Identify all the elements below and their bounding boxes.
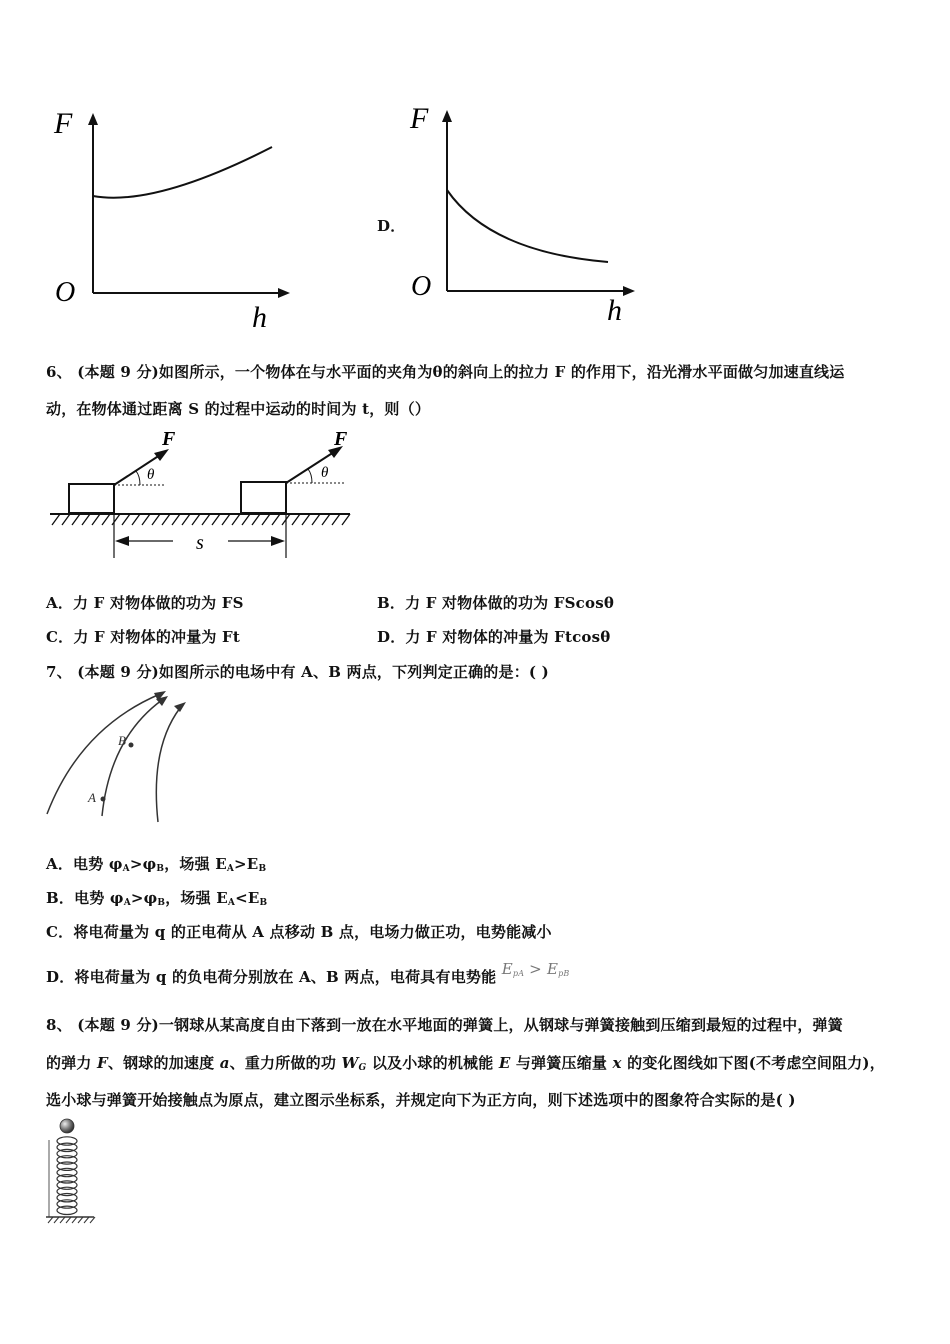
graph-d-curve <box>447 190 608 262</box>
hatch-mark <box>172 514 180 525</box>
q6-force-label-left: F <box>162 428 176 450</box>
q6-distance-arrowhead-right <box>271 536 285 546</box>
q7-option-d[interactable] <box>46 960 570 987</box>
hatch-mark <box>182 514 190 525</box>
graph-d-option-label: D． <box>377 217 406 235</box>
graph-c-y-label: F <box>54 107 73 140</box>
q7-option-b-mid3: <E <box>235 889 260 907</box>
graph-c-curve <box>93 147 272 198</box>
floor-hatch-mark <box>48 1217 53 1223</box>
q7-field-line-3 <box>156 708 180 822</box>
graph-c-x-label: h <box>252 301 267 334</box>
q7-formula-e1: E <box>501 960 513 978</box>
hatch-mark <box>152 514 160 525</box>
q7-field-figure <box>40 688 200 828</box>
q8-var-f: F <box>97 1054 108 1072</box>
floor-hatch-mark <box>78 1217 83 1223</box>
hatch-mark <box>82 514 90 525</box>
q7-point-a <box>101 797 106 802</box>
q7-formula-op: > <box>524 960 547 978</box>
q7-option-a-mid2: ，场强 E <box>164 855 227 873</box>
q8-var-x: x <box>612 1054 622 1072</box>
hatch-mark <box>62 514 70 525</box>
q6-ground-hatch <box>52 514 350 525</box>
q7-option-b-sub3: A <box>227 898 236 908</box>
hatch-mark <box>132 514 140 525</box>
q7-formula-e2: E <box>546 960 559 978</box>
q7-option-b[interactable] <box>46 887 267 908</box>
graph-d-origin-label: O <box>411 271 432 302</box>
floor-hatch-mark <box>84 1217 89 1223</box>
graph-d-figure <box>400 92 650 332</box>
hatch-mark <box>322 514 330 525</box>
graph-c-origin-label: O <box>55 277 76 308</box>
q6-block-left <box>69 484 114 513</box>
hatch-mark <box>222 514 230 525</box>
hatch-mark <box>252 514 260 525</box>
q7-option-b-mid2: ，场强 E <box>165 889 228 907</box>
q8-spring <box>57 1137 77 1215</box>
spring-coil <box>57 1206 77 1214</box>
q7-option-c[interactable]: C．将电荷量为 q 的正电荷从 A 点移动 B 点，电场力做正功，电势能减小 <box>46 923 552 941</box>
q7-point-b-label: B <box>118 733 126 748</box>
hatch-mark <box>122 514 130 525</box>
q6-stem-line1: 6、 (本题 9 分)如图所示，一个物体在与水平面的夹角为θ的斜向上的拉力 F 的作用下，沿光滑水平面做匀加速直线运 <box>46 363 845 381</box>
q6-angle-label-right: θ <box>321 465 329 481</box>
q7-option-b-sub4: B <box>259 898 268 908</box>
q7-option-b-prefix: B．电势 φ <box>46 889 124 907</box>
hatch-mark <box>72 514 80 525</box>
q7-option-b-mid1: >φ <box>130 889 158 907</box>
hatch-mark <box>102 514 110 525</box>
q6-force-label-right: F <box>334 428 348 450</box>
hatch-mark <box>232 514 240 525</box>
q7-option-a-mid3: >E <box>234 855 259 873</box>
q8-line2-t5: 与弹簧压缩量 <box>510 1054 613 1072</box>
hatch-mark <box>342 514 350 525</box>
q8-line2-t3: 、重力所做的功 <box>229 1054 342 1072</box>
hatch-mark <box>262 514 270 525</box>
q7-option-a-sub4: B <box>258 864 267 874</box>
q6-option-a[interactable]: A．力 F 对物体做的功为 FS <box>46 594 244 612</box>
q8-spring-figure <box>40 1112 110 1230</box>
graph-d-y-label: F <box>410 102 429 135</box>
floor-hatch-mark <box>90 1217 95 1223</box>
q8-line2-t6: 的变化图线如下图(不考虑空间阻力)， <box>621 1054 885 1072</box>
q7-point-a-label: A <box>88 790 96 805</box>
q8-var-a: a <box>219 1054 230 1072</box>
q7-formula-sub1: pA <box>512 969 525 978</box>
q8-line2-t2: 、钢球的加速度 <box>107 1054 220 1072</box>
q8-var-w: W <box>341 1054 359 1072</box>
q7-field-arrow-3 <box>174 702 186 712</box>
q6-angle-arc-left <box>136 471 140 485</box>
q6-angle-arc-right <box>308 469 312 483</box>
q7-option-a-sub2: B <box>156 864 165 874</box>
graph-d-y-arrow <box>442 110 452 122</box>
hatch-mark <box>292 514 300 525</box>
hatch-mark <box>332 514 340 525</box>
hatch-mark <box>202 514 210 525</box>
q7-option-a-sub3: A <box>226 864 235 874</box>
q8-floor-hatch <box>48 1217 95 1223</box>
q7-formula-sub2: pB <box>558 969 570 978</box>
q7-stem: 7、 (本题 9 分)如图所示的电场中有 A、B 两点，下列判定正确的是：( ) <box>46 663 549 681</box>
q6-option-c[interactable]: C．力 F 对物体的冲量为 Ft <box>46 628 241 646</box>
graph-c-x-arrow <box>278 288 290 298</box>
hatch-mark <box>302 514 310 525</box>
hatch-mark <box>312 514 320 525</box>
q8-line2 <box>46 1052 885 1073</box>
hatch-mark <box>92 514 100 525</box>
q6-block-right <box>241 482 286 513</box>
q6-force-arrowhead-left <box>154 449 169 461</box>
floor-hatch-mark <box>66 1217 71 1223</box>
hatch-mark <box>272 514 280 525</box>
q7-point-b <box>129 743 134 748</box>
q8-line1: 8、 (本题 9 分)一钢球从某高度自由下落到一放在水平地面的弹簧上，从钢球与弹簧接触到压缩到最短的过程中，弹簧 <box>46 1016 843 1034</box>
q7-option-d-formula <box>502 960 570 978</box>
q6-distance-arrowhead-left <box>115 536 129 546</box>
graph-c-y-arrow <box>88 113 98 125</box>
q7-option-a-sub1: A <box>122 864 130 874</box>
q6-figure <box>48 428 356 563</box>
q6-option-b[interactable]: B．力 F 对物体做的功为 FScosθ <box>377 594 615 612</box>
q7-option-a-prefix: A．电势 φ <box>46 855 123 873</box>
q8-line2-t4: 以及小球的机械能 <box>366 1054 499 1072</box>
graph-d-x-label: h <box>607 294 622 327</box>
q8-var-e: E <box>498 1054 511 1072</box>
graph-d-x-arrow <box>623 286 635 296</box>
q7-option-d-text: D．将电荷量为 q 的负电荷分别放在 A、B 两点，电荷具有电势能 <box>46 968 497 986</box>
q7-option-b-sub1: A <box>123 898 131 908</box>
q6-option-d[interactable]: D．力 F 对物体的冲量为 Ftcosθ <box>377 628 611 646</box>
hatch-mark <box>242 514 250 525</box>
q7-option-a[interactable] <box>46 853 266 874</box>
q6-angle-label-left: θ <box>147 467 155 483</box>
hatch-mark <box>142 514 150 525</box>
q6-stem-line2: 动，在物体通过距离 S 的过程中运动的时间为 t，则（） <box>46 400 431 418</box>
hatch-mark <box>52 514 60 525</box>
q8-line3: 选小球与弹簧开始接触点为原点，建立图示坐标系，并规定向下为正方向，则下述选项中的图象符合实际的是( ) <box>46 1091 796 1109</box>
q8-steel-ball <box>60 1119 74 1133</box>
graph-c-figure <box>40 95 300 340</box>
q8-var-w-sub: G <box>358 1063 367 1073</box>
q7-option-b-sub2: B <box>157 898 166 908</box>
floor-hatch-mark <box>72 1217 77 1223</box>
hatch-mark <box>112 514 120 525</box>
floor-hatch-mark <box>54 1217 59 1223</box>
q8-line2-t1: 的弹力 <box>46 1054 98 1072</box>
hatch-mark <box>192 514 200 525</box>
q7-field-line-2 <box>102 700 162 816</box>
q7-field-line-1 <box>47 694 160 814</box>
q7-option-a-mid1: >φ <box>129 855 157 873</box>
hatch-mark <box>162 514 170 525</box>
q6-distance-label: s <box>196 532 204 554</box>
hatch-mark <box>212 514 220 525</box>
floor-hatch-mark <box>60 1217 65 1223</box>
